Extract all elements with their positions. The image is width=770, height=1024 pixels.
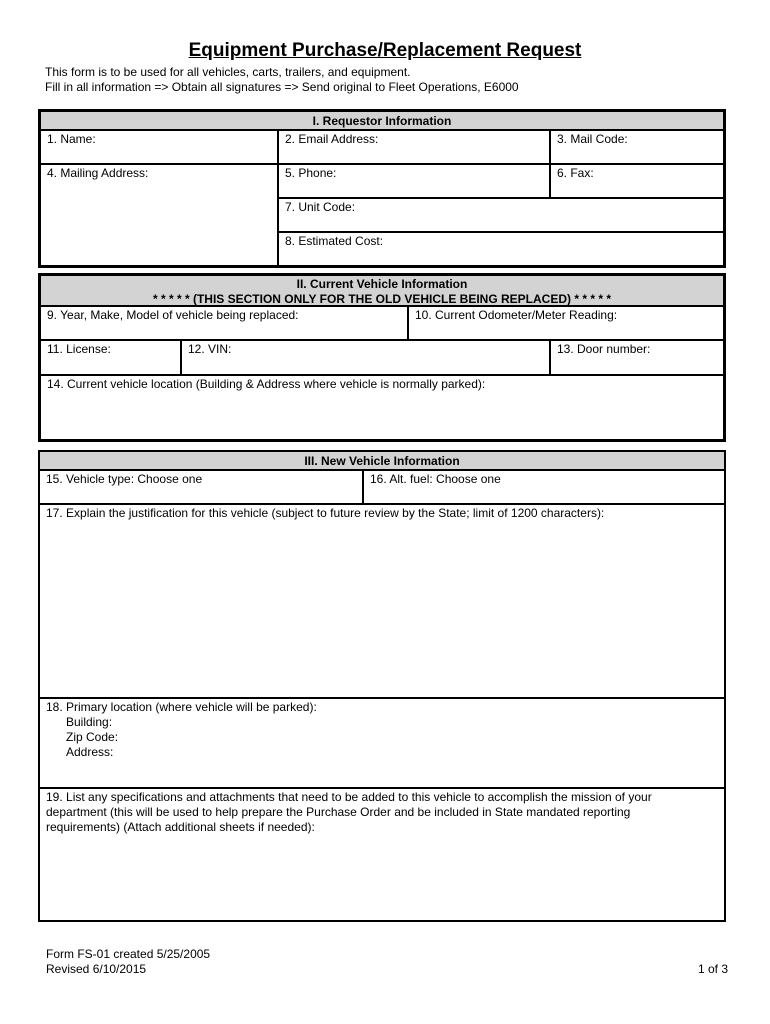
footer-created: Form FS-01 created 5/25/2005 [46, 947, 211, 961]
alt-fuel-select[interactable] [363, 470, 725, 504]
vehicle-type-label: 15. Vehicle type: Choose one [46, 472, 203, 486]
unit-code-label: 7. Unit Code: [285, 200, 356, 214]
door-number-label: 13. Door number: [557, 342, 651, 356]
intro-line-1: This form is to be used for all vehicles, carts, trailers, and equipment. [45, 65, 411, 79]
section-current-vehicle-subtitle: * * * * * (THIS SECTION ONLY FOR THE OLD VEHICLE BEING REPLACED) * * * * * [152, 292, 612, 306]
section-current-vehicle-title: II. Current Vehicle Information [296, 277, 468, 291]
odometer-field[interactable] [408, 306, 724, 340]
name-field[interactable] [40, 130, 278, 164]
odometer-label: 10. Current Odometer/Meter Reading: [415, 308, 618, 322]
estimated-cost-label: 8. Estimated Cost: [285, 234, 384, 248]
specifications-label-line-2: department (this will be used to help prepare the Purchase Order and be included in State mandated reporting [46, 805, 631, 819]
vehicle-type-select[interactable] [39, 470, 363, 504]
form-title: Equipment Purchase/Replacement Request [188, 40, 582, 61]
phone-label: 5. Phone: [285, 166, 337, 180]
intro-line-2: Fill in all information => Obtain all signatures => Send original to Fleet Operations, E6000 [45, 80, 519, 94]
mail-code-label: 3. Mail Code: [557, 132, 628, 146]
door-number-field[interactable] [550, 340, 724, 375]
building-label: Building: [66, 715, 113, 729]
email-label: 2. Email Address: [285, 132, 379, 146]
section-current-vehicle-header [40, 275, 724, 306]
justification-textarea[interactable] [39, 504, 725, 698]
mail-code-field[interactable] [550, 130, 724, 164]
phone-field[interactable] [278, 164, 550, 198]
page-number: 1 of 3 [697, 962, 728, 976]
email-field[interactable] [278, 130, 550, 164]
primary-location-label: 18. Primary location (where vehicle will be parked): [46, 700, 317, 714]
vehicle-location-label: 14. Current vehicle location (Building & Address where vehicle is normally parked): [47, 377, 486, 391]
vin-field[interactable] [181, 340, 550, 375]
footer-revised: Revised 6/10/2015 [46, 962, 147, 976]
form-footer [46, 947, 210, 977]
mailing-address-label: 4. Mailing Address: [47, 166, 149, 180]
mailing-address-field[interactable] [40, 164, 278, 266]
year-make-model-field[interactable] [40, 306, 408, 340]
fax-label: 6. Fax: [557, 166, 594, 180]
license-field[interactable] [40, 340, 181, 375]
justification-label: 17. Explain the justification for this vehicle (subject to future review by the State; limit of 1200 characters): [46, 506, 605, 520]
unit-code-field[interactable] [278, 198, 724, 232]
license-label: 11. License: [47, 342, 111, 356]
vehicle-location-field[interactable] [40, 375, 724, 440]
primary-location-field[interactable] [39, 698, 725, 788]
section-requestor-header: I. Requestor Information [40, 111, 724, 130]
estimated-cost-field[interactable] [278, 232, 724, 266]
address-label: Address: [66, 745, 114, 759]
fax-field[interactable] [550, 164, 724, 198]
specifications-label-line-3: requirements) (Attach additional sheets if needed): [46, 820, 315, 834]
intro-text [45, 65, 519, 95]
section-new-vehicle-header: III. New Vehicle Information [39, 451, 725, 470]
zip-code-label: Zip Code: [66, 730, 119, 744]
name-label: 1. Name: [47, 132, 96, 146]
alt-fuel-label: 16. Alt. fuel: Choose one [370, 472, 501, 486]
specifications-label-line-1: 19. List any specifications and attachments that need to be added to this vehicle to accomplish the mission of your [46, 790, 652, 804]
vin-label: 12. VIN: [188, 342, 232, 356]
year-make-model-label: 9. Year, Make, Model of vehicle being replaced: [47, 308, 299, 322]
specifications-textarea[interactable] [39, 788, 725, 921]
